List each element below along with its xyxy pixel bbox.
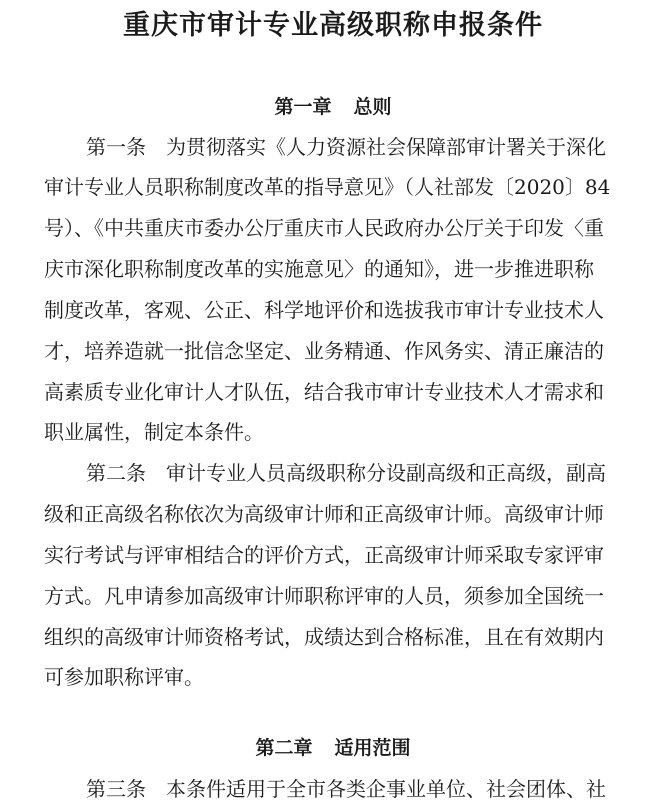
- article-1-line-4: 庆市深化职称制度改革的实施意见〉的通知》，进一步推进职称: [44, 257, 594, 281]
- chapter-name: 适用范围: [334, 737, 411, 759]
- article-label: 第三条: [86, 777, 146, 801]
- article-2-line-4: 方式。凡申请参加高级审计师职称评审的人员，须参加全国统一: [44, 584, 604, 608]
- article-3-line-1: [0, 774, 646, 804]
- article-1-line-1: [0, 132, 646, 162]
- article-2-line-3: 实行考试与评审相结合的评价方式，正高级审计师采取专家评审: [44, 543, 604, 567]
- article-1-line-2: 审计专业人员职称制度改革的指导意见》（人社部发〔2020〕84: [44, 175, 611, 199]
- chapter-label: 第二章: [255, 737, 313, 759]
- paragraph-text: 审计专业人员高级职称分设副高级和正高级，副高: [166, 461, 606, 485]
- article-label: 第二条: [86, 461, 146, 485]
- article-1-line-6: 才，培养造就一批信念坚定、业务精通、作风务实、清正廉洁的: [44, 339, 604, 363]
- chapter-heading-1: [0, 92, 666, 122]
- article-label: 第一条: [86, 135, 146, 159]
- chapter-label: 第一章: [274, 96, 332, 118]
- article-2-line-2: 级和正高级名称依次为高级审计师和正高级审计师。高级审计师: [44, 502, 604, 526]
- article-2-line-1: [0, 458, 646, 488]
- paragraph-text: 本条件适用于全市各类企事业单位、社会团体、社: [166, 777, 606, 801]
- article-1-line-8: 职业属性，制定本条件。: [44, 420, 264, 444]
- document-title: 重庆市审计专业高级职称申报条件: [123, 10, 543, 41]
- article-1-line-3: 号）、《中共重庆市委办公厅重庆市人民政府办公厅关于印发〈重: [44, 216, 604, 240]
- chapter-heading-2: [0, 733, 666, 763]
- article-2-line-6: 可参加职称评审。: [44, 665, 204, 689]
- article-1-line-5: 制度改革，客观、公正、科学地评价和选拔我市审计专业技术人: [44, 298, 604, 322]
- article-1-line-7: 高素质专业化审计人才队伍，结合我市审计专业技术人才需求和: [44, 380, 604, 404]
- article-2-line-5: 组织的高级审计师资格考试，成绩达到合格标准，且在有效期内: [44, 625, 604, 649]
- paragraph-text: 为贯彻落实《人力资源社会保障部审计署关于深化: [166, 135, 606, 159]
- chapter-name: 总则: [353, 96, 392, 118]
